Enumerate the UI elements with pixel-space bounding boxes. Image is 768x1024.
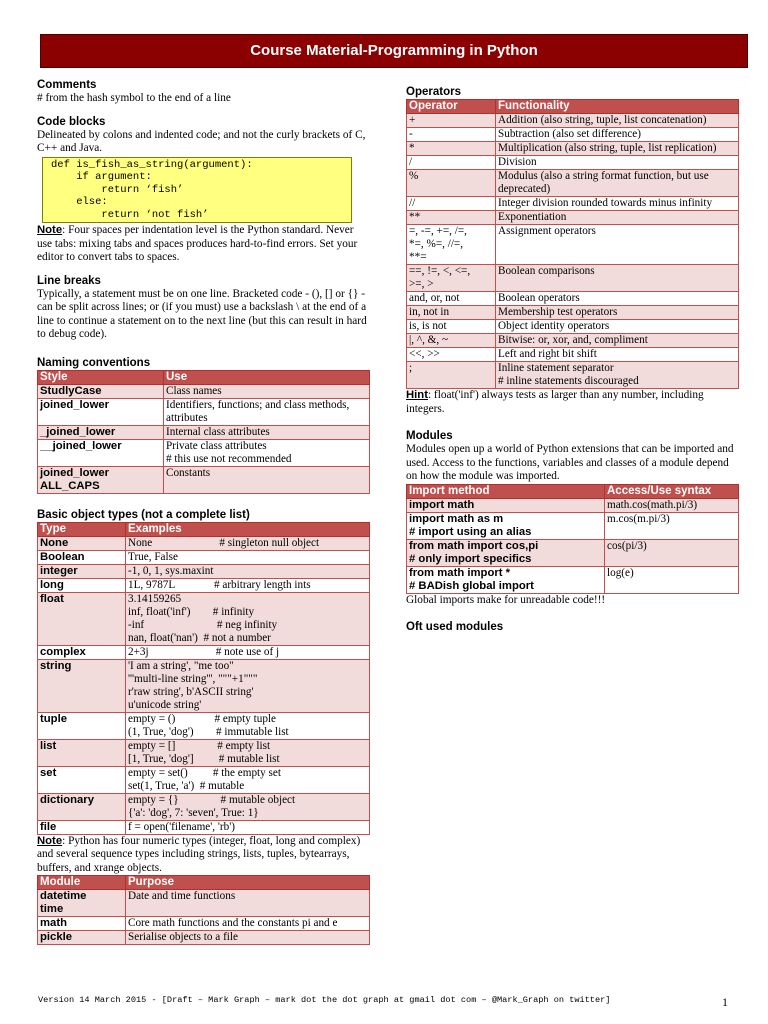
table-row bbox=[407, 306, 739, 320]
table-header: Operator bbox=[407, 100, 496, 114]
oft-used-heading: Oft used modules bbox=[406, 621, 504, 633]
table-cell-value: Membership test operators bbox=[496, 306, 739, 320]
table-header: Type bbox=[38, 522, 126, 536]
comments-text: # from the hash symbol to the end of a line bbox=[37, 92, 231, 104]
table-cell-key: * bbox=[407, 142, 496, 156]
indentation-note bbox=[37, 224, 370, 265]
table-cell-value: Constants bbox=[164, 466, 370, 493]
naming-rows bbox=[38, 384, 370, 493]
line-breaks-text: Typically, a statement must be on one line. Bracketed code - (), [] or {} - can be split across lines; or (if you must) use a backslash \ at the end of a line to continue a statement on to the next line (but this can result in hard to debug code). bbox=[37, 287, 367, 340]
code-example: def is_fish_as_string(argument): if argument: return ‘fish’ else: return ‘not fish’ bbox=[42, 157, 352, 224]
table-cell-value: Left and right bit shift bbox=[496, 348, 739, 362]
table-row bbox=[38, 578, 370, 592]
table-cell-value: Identifiers, functions; and class methods, attributes bbox=[164, 398, 370, 425]
table-header: Import method bbox=[407, 484, 605, 498]
table-cell-value: Serialise objects to a file bbox=[126, 931, 370, 945]
table-row bbox=[407, 539, 739, 566]
table-row bbox=[38, 439, 370, 466]
table-cell-key: / bbox=[407, 156, 496, 170]
table-header: Purpose bbox=[126, 876, 370, 890]
table-row bbox=[38, 466, 370, 493]
types-rows bbox=[38, 536, 370, 834]
table-row bbox=[38, 766, 370, 793]
comments-heading: Comments bbox=[37, 79, 97, 91]
table-cell-key: string bbox=[38, 659, 126, 712]
code-blocks-text: Delineated by colons and indented code; and not the curly brackets of C, C++ and Java. bbox=[37, 128, 366, 154]
table-cell-value: cos(pi/3) bbox=[605, 539, 739, 566]
table-row bbox=[407, 225, 739, 265]
table-header: Examples bbox=[126, 522, 370, 536]
table-cell-key: list bbox=[38, 739, 126, 766]
table-cell-value: Assignment operators bbox=[496, 225, 739, 265]
table-cell-key: joined_lower ALL_CAPS bbox=[38, 466, 164, 493]
table-cell-key: Boolean bbox=[38, 550, 126, 564]
table-row bbox=[407, 334, 739, 348]
table-cell-value: 3.14159265 inf, float('inf') # infinity -inf # neg infinity nan, float('nan') # not a number bbox=[126, 592, 370, 645]
table-row bbox=[407, 114, 739, 128]
table-cell-value: None # singleton null object bbox=[126, 536, 370, 550]
page-title: Course Material-Programming in Python bbox=[40, 34, 748, 68]
table-cell-key: StudlyCase bbox=[38, 384, 164, 398]
table-cell-value: Inline statement separator # inline statements discouraged bbox=[496, 362, 739, 389]
table-cell-value: empty = [] # empty list [1, True, 'dog'] # mutable list bbox=[126, 739, 370, 766]
table-cell-key: ==, !=, <, <=, >=, > bbox=[407, 265, 496, 292]
table-cell-key: set bbox=[38, 766, 126, 793]
table-row bbox=[38, 564, 370, 578]
table-cell-value: 'I am a string', "me too" '''multi-line string''', """+1""" r'raw string', b'ASCII string' u'unicode string' bbox=[126, 659, 370, 712]
table-cell-value: Boolean operators bbox=[496, 292, 739, 306]
note-text: : Python has four numeric types (integer, float, long and complex) and several sequence types including strings, lists, tuples, bytearrays, buffers, and xrange objects. bbox=[37, 834, 361, 874]
modules-purpose-table bbox=[37, 875, 370, 945]
table-row bbox=[38, 398, 370, 425]
table-cell-value: Modulus (also a string format function, but use deprecated) bbox=[496, 170, 739, 197]
table-cell-value: Boolean comparisons bbox=[496, 265, 739, 292]
table-row bbox=[407, 498, 739, 512]
table-cell-key: complex bbox=[38, 645, 126, 659]
table-cell-value: True, False bbox=[126, 550, 370, 564]
table-cell-key: - bbox=[407, 128, 496, 142]
table-cell-key: import math bbox=[407, 498, 605, 512]
table-row bbox=[407, 292, 739, 306]
table-header: Module bbox=[38, 876, 126, 890]
table-cell-value: Object identity operators bbox=[496, 320, 739, 334]
import-rows bbox=[407, 498, 739, 593]
table-row bbox=[407, 156, 739, 170]
table-cell-key: from math import * # BADish global import bbox=[407, 566, 605, 593]
operators-rows bbox=[407, 114, 739, 389]
table-cell-key: <<, >> bbox=[407, 348, 496, 362]
table-row bbox=[407, 128, 739, 142]
operators-table bbox=[406, 99, 739, 389]
table-cell-value: Bitwise: or, xor, and, compliment bbox=[496, 334, 739, 348]
table-cell-value: Division bbox=[496, 156, 739, 170]
table-cell-key: datetime time bbox=[38, 890, 126, 917]
types-heading: Basic object types (not a complete list) bbox=[37, 508, 250, 521]
table-row bbox=[38, 659, 370, 712]
line-breaks-heading: Line breaks bbox=[37, 274, 101, 287]
footer: Version 14 March 2015 - [Draft – Mark Graph – mark dot the dot graph at gmail dot com – @Mark_Graph on twitter] bbox=[38, 995, 611, 1005]
table-cell-value: math.cos(math.pi/3) bbox=[605, 498, 739, 512]
note-label: Note bbox=[37, 834, 63, 847]
table-row bbox=[407, 320, 739, 334]
hint-text bbox=[406, 389, 739, 416]
naming-heading: Naming conventions bbox=[37, 356, 151, 369]
table-row bbox=[38, 384, 370, 398]
right-column bbox=[406, 78, 739, 634]
table-row bbox=[38, 425, 370, 439]
table-row bbox=[407, 170, 739, 197]
table-cell-value: 1L, 9787L # arbitrary length ints bbox=[126, 578, 370, 592]
table-cell-value: empty = set() # the empty set set(1, True, 'a') # mutable bbox=[126, 766, 370, 793]
table-row bbox=[38, 917, 370, 931]
table-cell-value: Core math functions and the constants pi and e bbox=[126, 917, 370, 931]
table-row bbox=[407, 566, 739, 593]
table-row bbox=[38, 890, 370, 917]
table-cell-key: None bbox=[38, 536, 126, 550]
table-cell-key: integer bbox=[38, 564, 126, 578]
table-cell-key: import math as m # import using an alias bbox=[407, 512, 605, 539]
note-label: Note bbox=[37, 224, 63, 236]
table-cell-key: ; bbox=[407, 362, 496, 389]
table-row bbox=[407, 362, 739, 389]
left-column bbox=[37, 78, 370, 945]
note-text: : Four spaces per indentation level is the Python standard. Never use tabs: mixing tabs and spaces produces hard-to-find errors. Set your editor to convert tabs to spaces. bbox=[37, 224, 358, 263]
table-cell-value: empty = () # empty tuple (1, True, 'dog') # immutable list bbox=[126, 712, 370, 739]
table-cell-key: % bbox=[407, 170, 496, 197]
table-row bbox=[38, 592, 370, 645]
table-row bbox=[38, 712, 370, 739]
operators-heading: Operators bbox=[406, 86, 461, 98]
table-cell-key: and, or, not bbox=[407, 292, 496, 306]
table-cell-key: in, not in bbox=[407, 306, 496, 320]
types-table bbox=[37, 522, 370, 835]
table-cell-value: Internal class attributes bbox=[164, 425, 370, 439]
hint-body: : float('inf') always tests as larger than any number, including integers. bbox=[406, 389, 704, 415]
naming-table bbox=[37, 370, 370, 494]
table-header: Use bbox=[164, 370, 370, 384]
table-cell-key: |, ^, &, ~ bbox=[407, 334, 496, 348]
table-cell-key: pickle bbox=[38, 931, 126, 945]
table-row bbox=[407, 211, 739, 225]
modules-purpose-rows bbox=[38, 890, 370, 945]
table-cell-key: float bbox=[38, 592, 126, 645]
table-cell-value: 2+3j # note use of j bbox=[126, 645, 370, 659]
table-header: Style bbox=[38, 370, 164, 384]
import-table bbox=[406, 484, 739, 594]
modules-text: Modules open up a world of Python extensions that can be imported and used. Access to the functions, variables and classes of a module depend on how the module was imported. bbox=[406, 443, 734, 482]
table-cell-value: f = open('filename', 'rb') bbox=[126, 820, 370, 834]
table-cell-key: tuple bbox=[38, 712, 126, 739]
table-header: Functionality bbox=[496, 100, 739, 114]
table-cell-key: // bbox=[407, 197, 496, 211]
table-cell-key: dictionary bbox=[38, 793, 126, 820]
table-cell-value: m.cos(m.pi/3) bbox=[605, 512, 739, 539]
table-row bbox=[38, 645, 370, 659]
table-cell-key: _joined_lower bbox=[38, 425, 164, 439]
table-cell-value: Integer division rounded towards minus infinity bbox=[496, 197, 739, 211]
table-row bbox=[407, 348, 739, 362]
modules-heading: Modules bbox=[406, 430, 453, 442]
table-cell-value: Exponentiation bbox=[496, 211, 739, 225]
global-imports-note: Global imports make for unreadable code!!! bbox=[406, 593, 606, 606]
table-header: Access/Use syntax bbox=[605, 484, 739, 498]
table-cell-value: log(e) bbox=[605, 566, 739, 593]
code-blocks-heading: Code blocks bbox=[37, 115, 106, 128]
table-cell-key: long bbox=[38, 578, 126, 592]
table-row bbox=[38, 793, 370, 820]
table-row bbox=[407, 142, 739, 156]
table-row bbox=[38, 536, 370, 550]
numeric-types-note bbox=[37, 835, 370, 876]
table-cell-key: from math import cos,pi # only import specifics bbox=[407, 539, 605, 566]
table-cell-value: -1, 0, 1, sys.maxint bbox=[126, 564, 370, 578]
table-cell-key: ** bbox=[407, 211, 496, 225]
table-cell-key: is, is not bbox=[407, 320, 496, 334]
table-cell-value: Addition (also string, tuple, list concatenation) bbox=[496, 114, 739, 128]
table-cell-key: math bbox=[38, 917, 126, 931]
table-cell-value: empty = {} # mutable object {'a': 'dog', 7: 'seven', True: 1} bbox=[126, 793, 370, 820]
table-cell-value: Subtraction (also set difference) bbox=[496, 128, 739, 142]
table-cell-key: =, -=, +=, /=, *=, %=, //=, **= bbox=[407, 225, 496, 265]
table-cell-key: joined_lower bbox=[38, 398, 164, 425]
table-cell-key: file bbox=[38, 820, 126, 834]
page-number: 1 bbox=[722, 995, 728, 1009]
table-cell-value: Date and time functions bbox=[126, 890, 370, 917]
table-cell-value: Class names bbox=[164, 384, 370, 398]
table-row bbox=[38, 820, 370, 834]
table-cell-key: __joined_lower bbox=[38, 439, 164, 466]
table-row bbox=[407, 265, 739, 292]
table-row bbox=[38, 739, 370, 766]
table-cell-value: Multiplication (also string, tuple, list replication) bbox=[496, 142, 739, 156]
table-cell-key: + bbox=[407, 114, 496, 128]
table-row bbox=[407, 512, 739, 539]
hint-label: Hint bbox=[406, 389, 428, 401]
table-cell-value: Private class attributes # this use not recommended bbox=[164, 439, 370, 466]
table-row bbox=[38, 550, 370, 564]
table-row bbox=[407, 197, 739, 211]
table-row bbox=[38, 931, 370, 945]
